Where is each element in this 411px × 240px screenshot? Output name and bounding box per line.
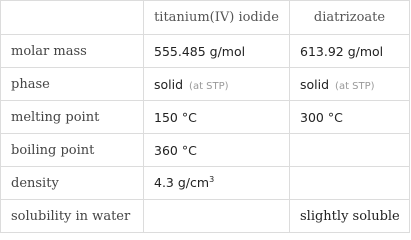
- table-row: [1, 68, 410, 101]
- density-diatrizoate: [290, 167, 410, 200]
- phase-titanium-iodide: [144, 68, 290, 101]
- phase-note: (at STP): [189, 80, 229, 92]
- row-label-molar-mass: molar mass: [1, 35, 144, 68]
- table-row: [1, 101, 410, 134]
- density-unit-exponent: 3: [209, 175, 215, 185]
- phase-note: (at STP): [335, 80, 375, 92]
- melting-point-titanium-iodide: 150 °C: [144, 101, 290, 134]
- solubility-titanium-iodide: [144, 200, 290, 233]
- table-row: [1, 200, 410, 233]
- boiling-point-titanium-iodide: 360 °C: [144, 134, 290, 167]
- melting-point-diatrizoate: 300 °C: [290, 101, 410, 134]
- row-label-boiling-point: boiling point: [1, 134, 144, 167]
- phase-diatrizoate: [290, 68, 410, 101]
- molar-mass-titanium-iodide: 555.485 g/mol: [144, 35, 290, 68]
- table-row: [1, 134, 410, 167]
- solubility-diatrizoate: slightly soluble: [290, 200, 410, 233]
- density-titanium-iodide: [144, 167, 290, 200]
- molar-mass-diatrizoate: 613.92 g/mol: [290, 35, 410, 68]
- boiling-point-diatrizoate: [290, 134, 410, 167]
- table-row: [1, 35, 410, 68]
- header-diatrizoate: diatrizoate: [290, 1, 410, 35]
- density-value: 4.3 g/cm: [154, 175, 210, 191]
- header-titanium-iodide: titanium(IV) iodide: [144, 1, 290, 35]
- phase-value: solid: [300, 76, 330, 92]
- phase-value: solid: [154, 76, 184, 92]
- row-label-density: density: [1, 167, 144, 200]
- row-label-phase: phase: [1, 68, 144, 101]
- table-row: [1, 167, 410, 200]
- header-empty-cell: [1, 1, 144, 35]
- row-label-melting-point: melting point: [1, 101, 144, 134]
- row-label-solubility: solubility in water: [1, 200, 144, 233]
- table-header-row: [1, 1, 410, 35]
